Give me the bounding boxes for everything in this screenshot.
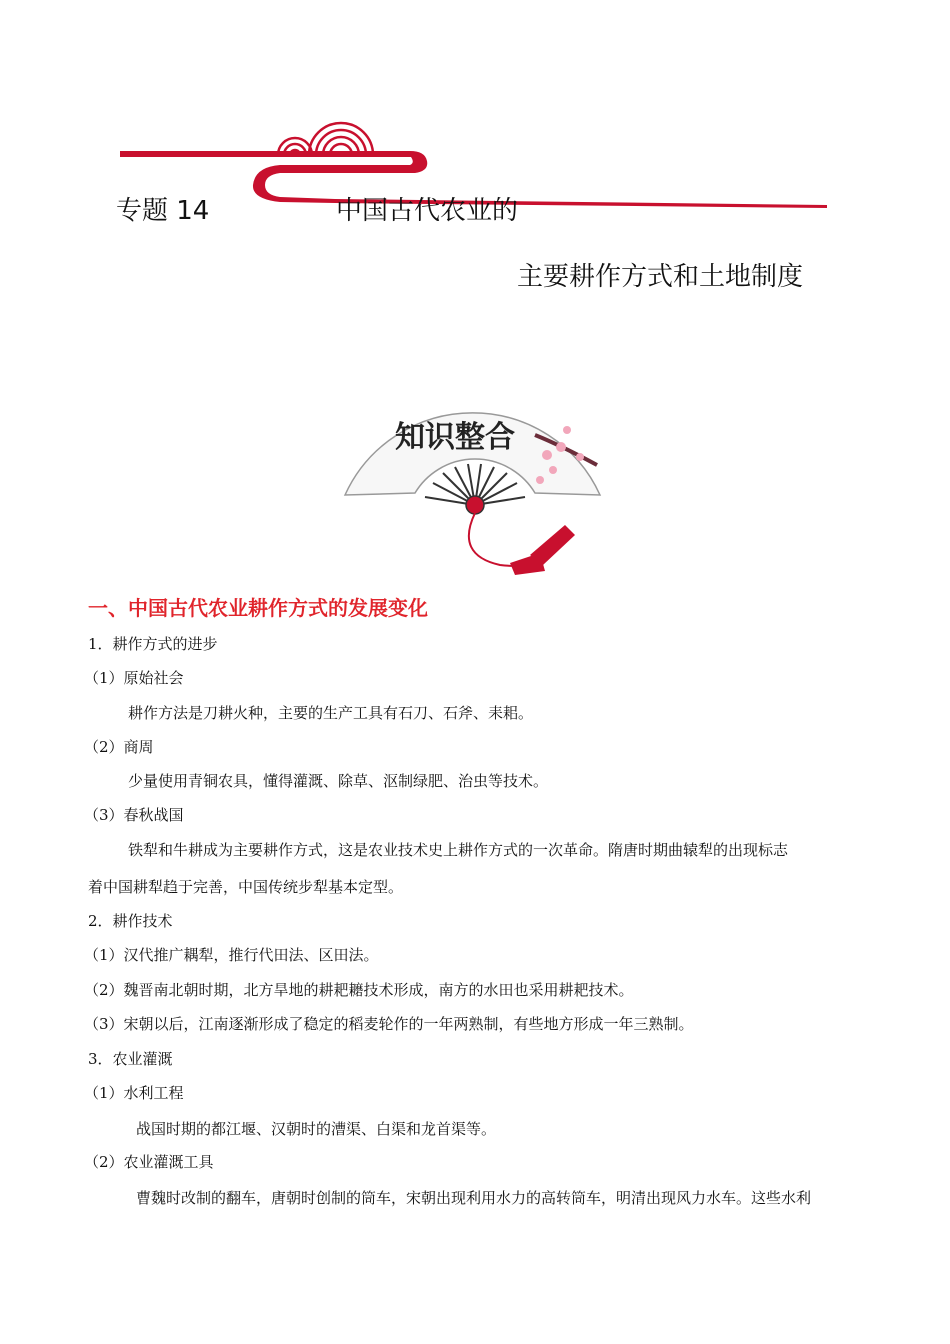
list-item: 3．农业灌溉 <box>88 1050 173 1068</box>
list-item: （2）魏晋南北朝时期，北方旱地的耕耙耱技术形成，南方的水田也采用耕耙技术。 <box>84 981 634 999</box>
fan-banner-text: 知识整合 <box>395 420 515 455</box>
list-item: 曹魏时改制的翻车，唐朝时创制的筒车，宋朝出现利用水力的高转筒车，明清出现风力水车。这些水利 <box>136 1189 812 1207</box>
list-item: （3）春秋战国 <box>84 806 184 824</box>
knowledge-fan-banner <box>335 385 610 580</box>
page-title-line2: 主要耕作方式和土地制度 <box>517 262 804 292</box>
topic-label: 专题 14 <box>116 196 210 226</box>
list-item: （1）汉代推广耦犁，推行代田法、区田法。 <box>84 946 379 964</box>
section-heading: 一、中国古代农业耕作方式的发展变化 <box>88 596 428 620</box>
list-item: 铁犁和牛耕成为主要耕作方式，这是农业技术史上耕作方式的一次革命。隋唐时期曲辕犁的出现标志 <box>128 841 789 859</box>
list-item: 耕作方法是刀耕火种，主要的生产工具有石刀、石斧、耒耜。 <box>128 704 534 722</box>
list-item: 着中国耕犁趋于完善，中国传统步犁基本定型。 <box>88 878 404 896</box>
list-item: 2．耕作技术 <box>88 912 173 930</box>
list-item: 少量使用青铜农具，懂得灌溉、除草、沤制绿肥、治虫等技术。 <box>128 772 549 790</box>
list-item: （1）原始社会 <box>84 669 184 687</box>
page-title-line1: 中国古代农业的 <box>336 196 519 226</box>
list-item: 战国时期的都江堰、汉朝时的漕渠、白渠和龙首渠等。 <box>136 1120 497 1138</box>
list-item: （3）宋朝以后，江南逐渐形成了稳定的稻麦轮作的一年两熟制，有些地方形成一年三熟制。 <box>84 1015 694 1033</box>
list-item: 1．耕作方式的进步 <box>88 635 218 653</box>
list-item: （2）农业灌溉工具 <box>84 1153 214 1171</box>
list-item: （2）商周 <box>84 738 154 756</box>
list-item: （1）水利工程 <box>84 1084 184 1102</box>
